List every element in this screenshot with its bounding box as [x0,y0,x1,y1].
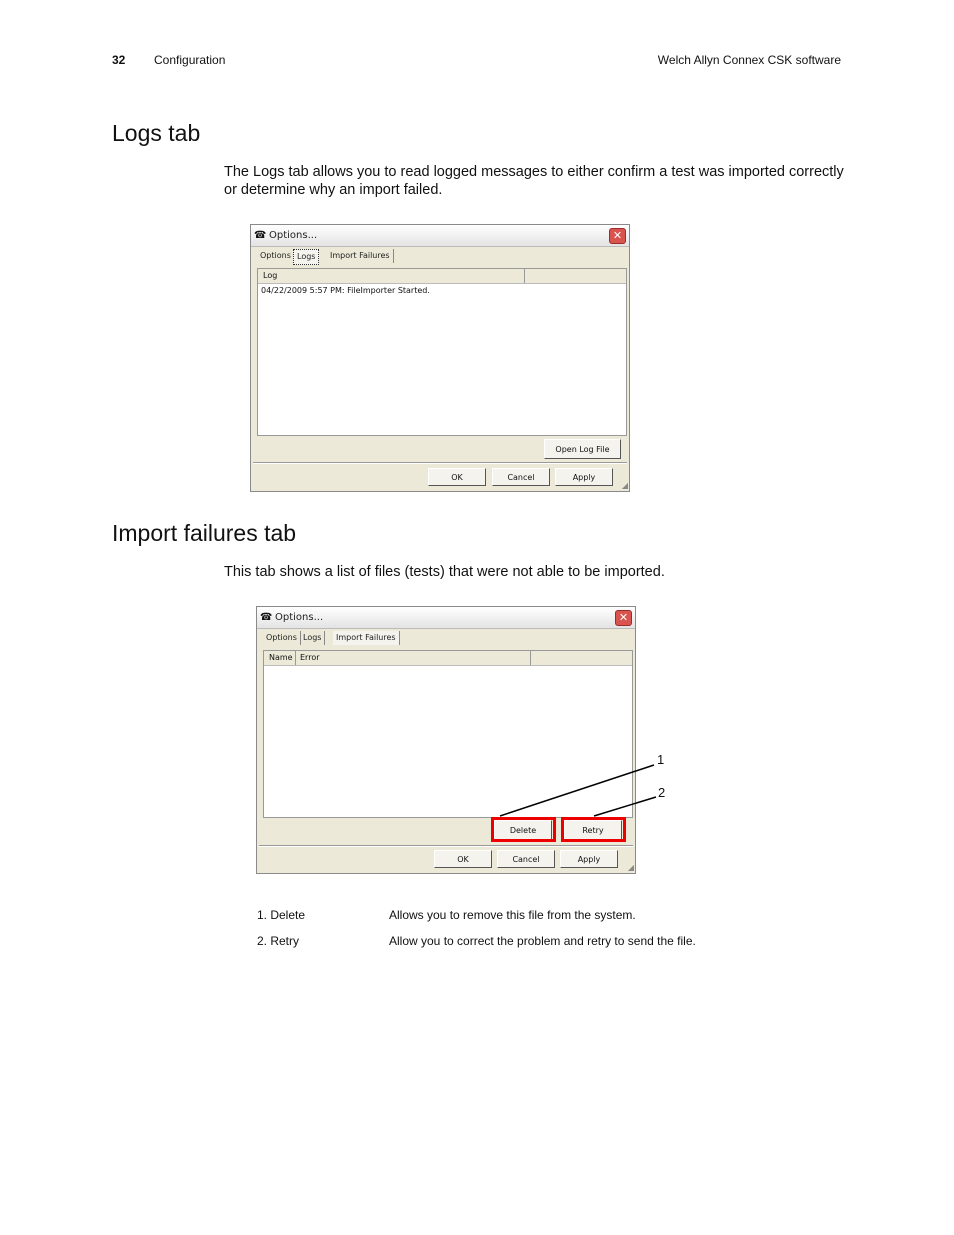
import-failures-heading: Import failures tab [112,520,297,546]
ok-button[interactable]: OK [428,468,486,486]
column-error[interactable]: Error [300,653,320,662]
logs-description: The Logs tab allows you to read logged messages to either confirm a test was imported correctly or determine why an import failed. [224,164,844,198]
dialog-title: Options... [269,230,318,241]
legend-desc-1: Allows you to remove this file from the system. [389,908,636,922]
close-icon[interactable]: ✕ [609,228,626,244]
tab-import-failures[interactable]: Import Failures [327,249,394,263]
tab-logs[interactable]: Logs [300,631,325,645]
callout-line-2 [594,797,656,816]
ok-button[interactable]: OK [434,850,492,868]
resize-grip-icon[interactable]: ◢ [621,481,628,490]
column-name[interactable]: Name [269,653,293,662]
apply-button[interactable]: Apply [555,468,613,486]
close-icon[interactable]: ✕ [615,610,632,626]
app-icon: ☎ [254,230,267,241]
section-name: Configuration [154,53,226,67]
cancel-button[interactable]: Cancel [497,850,555,868]
callout-line-1 [500,765,654,816]
callout-1: 1 [657,752,665,767]
callout-2: 2 [658,785,666,800]
legend-desc-2: Allow you to correct the problem and retry to send the file. [389,934,696,948]
log-entry[interactable]: 04/22/2009 5:57 PM: FileImporter Started. [261,286,430,295]
tab-options[interactable]: Options [257,249,295,263]
apply-button[interactable]: Apply [560,850,618,868]
delete-button[interactable]: Delete [494,820,552,840]
page-number: 32 [112,53,126,67]
retry-button[interactable]: Retry [564,820,622,840]
import-failures-description: This tab shows a list of files (tests) that were not able to be imported. [224,564,665,580]
resize-grip-icon[interactable]: ◢ [627,863,634,872]
logs-heading: Logs tab [112,120,201,146]
tab-options[interactable]: Options [263,631,301,645]
tab-logs[interactable]: Logs [293,249,319,265]
legend-term-1: 1. Delete [257,908,306,922]
tab-import-failures[interactable]: Import Failures [333,631,400,645]
open-log-file-button[interactable]: Open Log File [544,439,621,459]
app-icon: ☎ [260,612,273,623]
column-log[interactable]: Log [263,271,278,280]
product-name: Welch Allyn Connex CSK software [657,53,841,67]
cancel-button[interactable]: Cancel [492,468,550,486]
legend-term-2: 2. Retry [257,934,300,948]
dialog-title: Options... [275,612,324,623]
